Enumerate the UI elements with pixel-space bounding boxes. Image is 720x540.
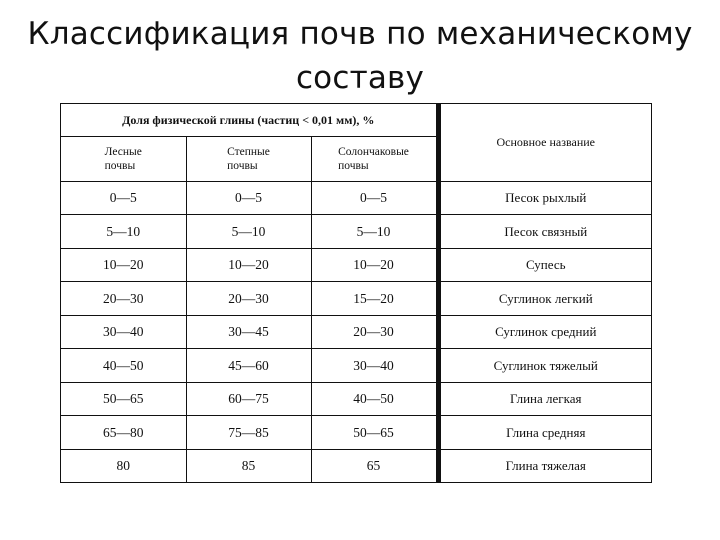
table-row <box>61 282 651 315</box>
cell-name: Глина тяжелая <box>438 449 651 482</box>
cell-steppe: 0—5 <box>186 182 311 215</box>
cell-forest: 40—50 <box>61 349 186 382</box>
cell-steppe: 45—60 <box>186 349 311 382</box>
name-header: Основное название <box>438 104 651 182</box>
cell-name: Песок рыхлый <box>438 182 651 215</box>
cell-forest: 50—65 <box>61 382 186 415</box>
cell-steppe: 20—30 <box>186 282 311 315</box>
cell-name: Суглинок средний <box>438 315 651 348</box>
table-row <box>61 182 651 215</box>
table-row <box>61 382 651 415</box>
cell-forest: 10—20 <box>61 248 186 281</box>
cell-saline: 30—40 <box>311 349 438 382</box>
cell-name: Глина легкая <box>438 382 651 415</box>
sub-header-saline-label: Солончаковые почвы <box>338 146 409 172</box>
soil-classification-table <box>60 103 652 483</box>
sub-header-saline <box>311 137 438 182</box>
table-row <box>61 416 651 449</box>
table-row <box>61 349 651 382</box>
cell-steppe: 60—75 <box>186 382 311 415</box>
cell-steppe: 75—85 <box>186 416 311 449</box>
table-row <box>61 248 651 281</box>
sub-header-forest-label: Лесные почвы <box>104 146 142 172</box>
slide-title-line-1: Классификация почв по механическому <box>27 16 693 52</box>
sub-header-steppe-label: Степные почвы <box>227 146 270 172</box>
cell-name: Песок связный <box>438 215 651 248</box>
cell-forest: 30—40 <box>61 315 186 348</box>
cell-name: Суглинок легкий <box>438 282 651 315</box>
cell-name: Суглинок тяжелый <box>438 349 651 382</box>
cell-forest: 0—5 <box>61 182 186 215</box>
cell-forest: 65—80 <box>61 416 186 449</box>
cell-saline: 50—65 <box>311 416 438 449</box>
cell-name: Супесь <box>438 248 651 281</box>
cell-forest: 80 <box>61 449 186 482</box>
table-row <box>61 315 651 348</box>
table-row <box>61 215 651 248</box>
cell-saline: 10—20 <box>311 248 438 281</box>
cell-steppe: 30—45 <box>186 315 311 348</box>
cell-forest: 5—10 <box>61 215 186 248</box>
cell-name: Глина средняя <box>438 416 651 449</box>
cell-forest: 20—30 <box>61 282 186 315</box>
cell-saline: 65 <box>311 449 438 482</box>
cell-saline: 20—30 <box>311 315 438 348</box>
cell-saline: 5—10 <box>311 215 438 248</box>
sub-header-steppe <box>186 137 311 182</box>
group-header: Доля физической глины (частиц < 0,01 мм), % <box>61 104 438 137</box>
cell-steppe: 5—10 <box>186 215 311 248</box>
cell-saline: 15—20 <box>311 282 438 315</box>
slide-title <box>0 12 720 100</box>
table-row <box>61 449 651 482</box>
sub-header-forest <box>61 137 186 182</box>
cell-saline: 40—50 <box>311 382 438 415</box>
slide-title-line-2: составу <box>295 60 425 96</box>
cell-steppe: 85 <box>186 449 311 482</box>
cell-saline: 0—5 <box>311 182 438 215</box>
cell-steppe: 10—20 <box>186 248 311 281</box>
